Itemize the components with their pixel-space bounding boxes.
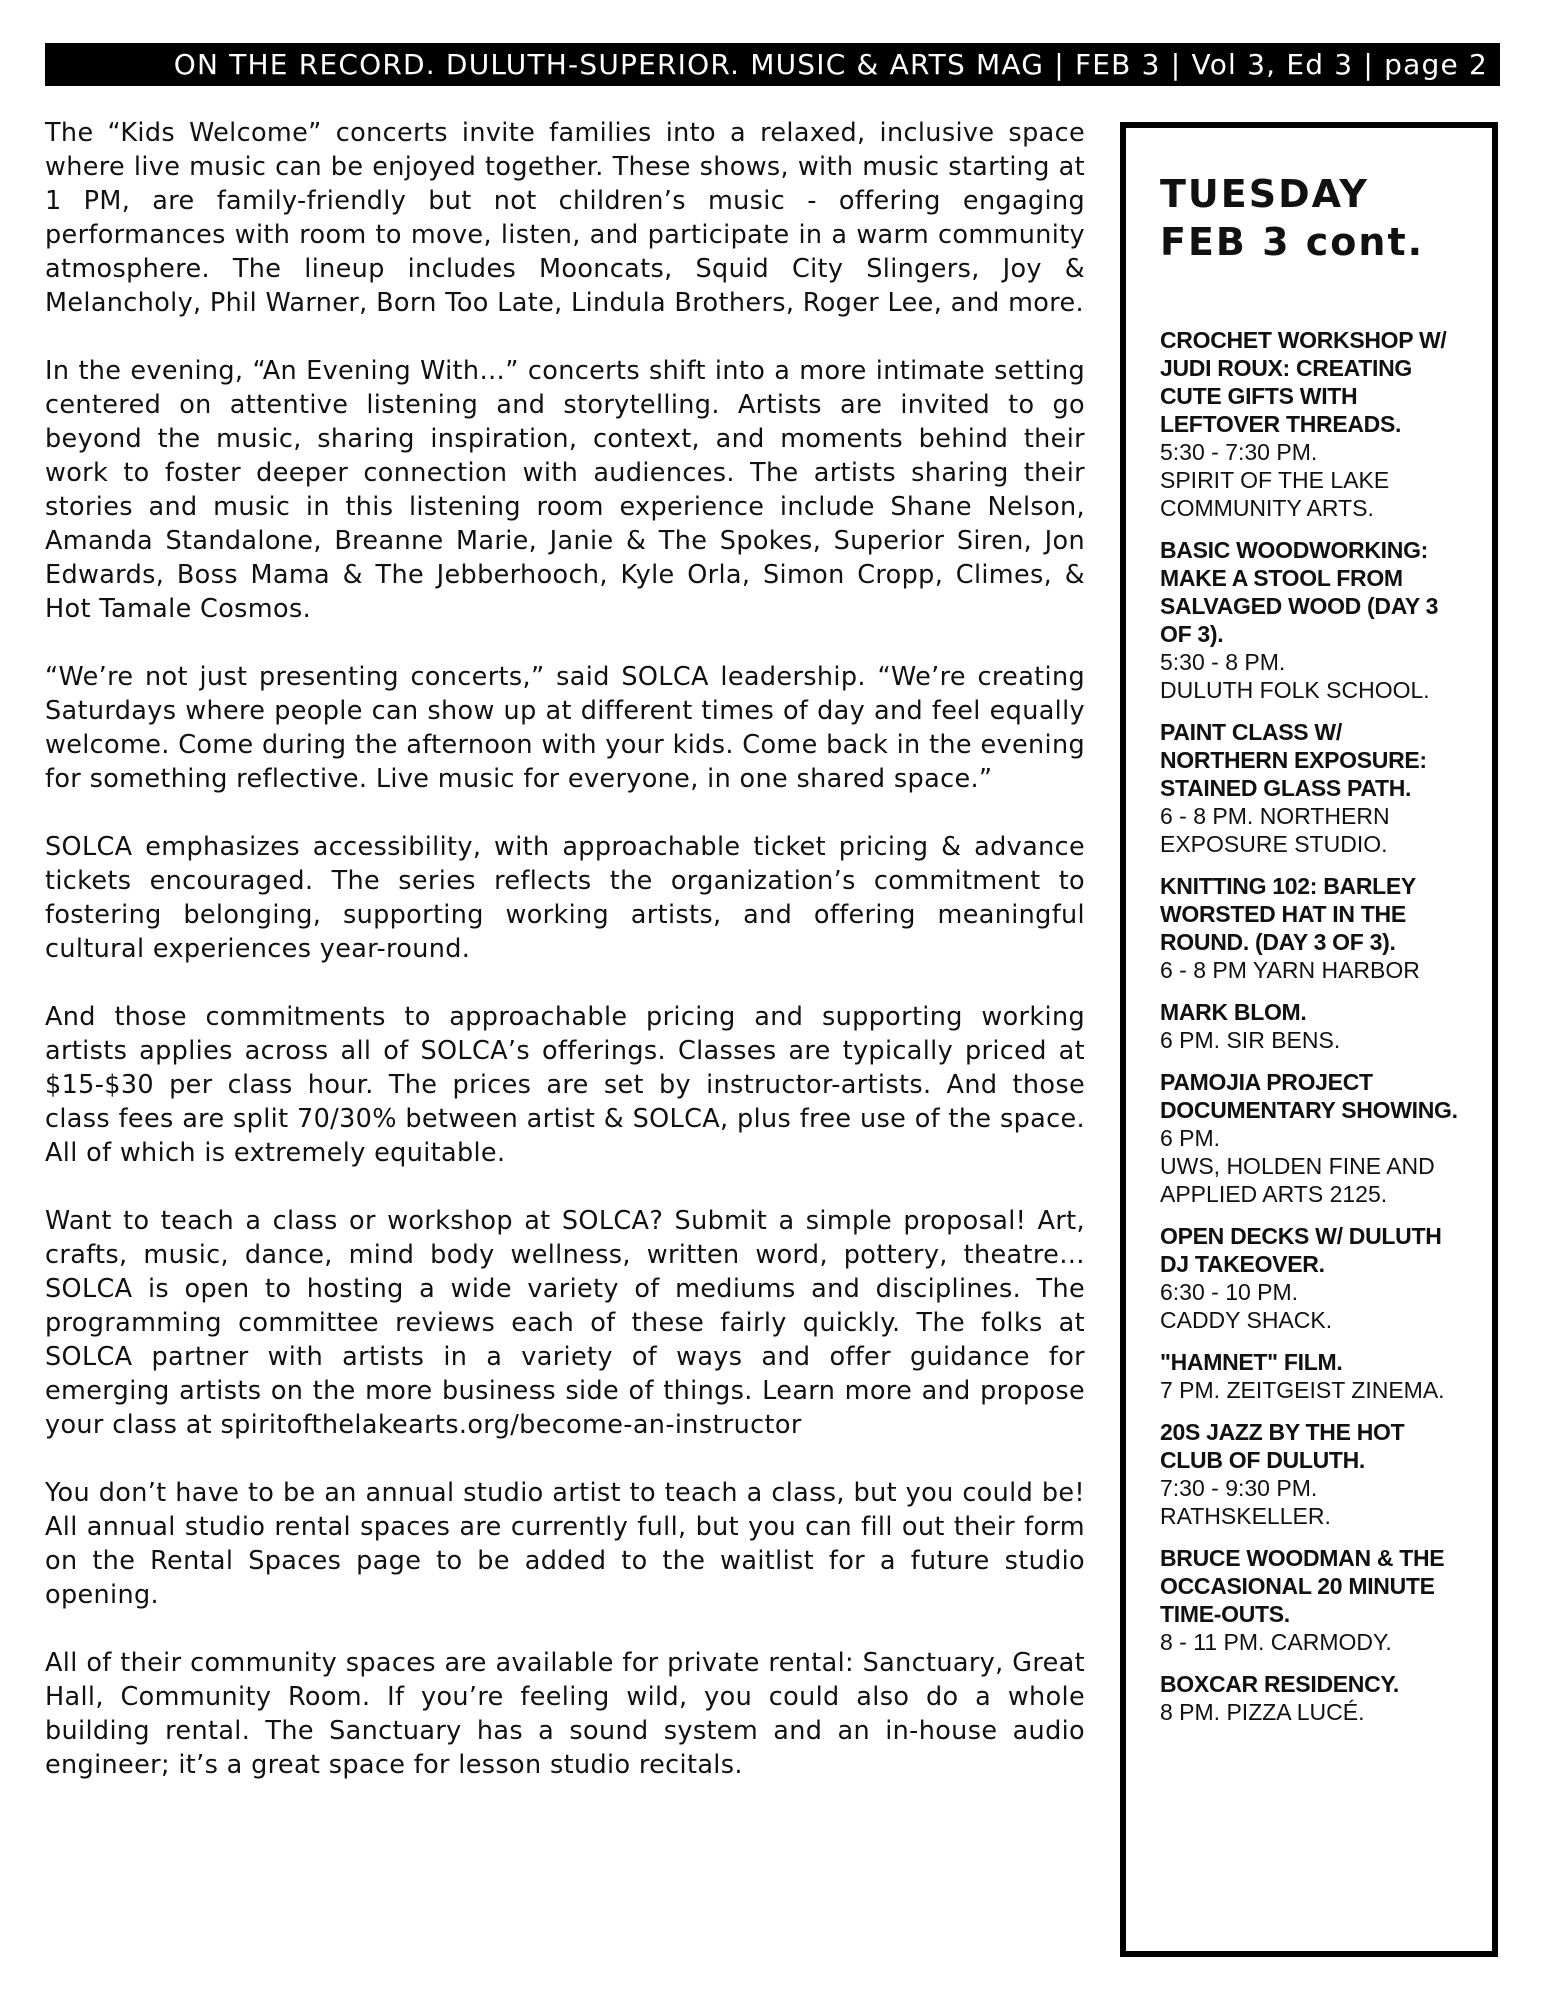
event-title: CROCHET WORKSHOP W/ JUDI ROUX: CREATING CUTE GIFTS WITH LEFTOVER THREADS.	[1160, 327, 1447, 437]
event-time: 5:30 - 7:30 PM.	[1160, 439, 1318, 465]
event-listing	[1160, 718, 1470, 858]
event-title-line	[1160, 1068, 1470, 1152]
event-title: "HAMNET" FILM.	[1160, 1349, 1343, 1375]
event-time-venue: 6 - 8 PM. NORTHERN EXPOSURE STUDIO.	[1160, 803, 1390, 857]
event-listing	[1160, 1670, 1470, 1726]
event-title: MARK BLOM.	[1160, 999, 1307, 1025]
event-time: 5:30 - 8 PM.	[1160, 649, 1286, 675]
article-paragraph: Want to teach a class or workshop at SOLCA? Submit a simple proposal! Art, crafts, music, dance, mind body wellness, written word, pottery, theatre… SOLCA is open to hosting a wide variety of mediums and disciplines. The programming committee reviews each of these fairly quickly. The folks at SOLCA partner with artists in a variety of ways and offer guidance for emerging artists on the more business side of things. Learn more and propose your class at spiritofthelakearts.org/become-an-instructor	[45, 1206, 1085, 1440]
sidebar-heading-date: FEB 3 cont.	[1160, 220, 1425, 264]
event-title: OPEN DECKS W/ DULUTH DJ TAKEOVER.	[1160, 1223, 1442, 1277]
event-title: BOXCAR RESIDENCY.	[1160, 1671, 1399, 1697]
event-time-venue: 8 - 11 PM. CARMODY.	[1160, 1629, 1392, 1655]
article-paragraph: “We’re not just presenting concerts,” said SOLCA leadership. “We’re creating Saturdays where people can show up at different times of day and feel equally welcome. Come during the afternoon with your kids. Come back in the evening for something reflective. Live music for everyone, in one shared space.”	[45, 662, 1085, 794]
event-title: PAMOJIA PROJECT DOCUMENTARY SHOWING.	[1160, 1069, 1458, 1123]
event-time-venue: 6 PM. SIR BENS.	[1160, 1027, 1341, 1053]
article-paragraph: SOLCA emphasizes accessibility, with approachable ticket pricing & advance tickets encouraged. The series reflects the organization’s commitment to fostering belonging, supporting working artists, and offering meaningful cultural experiences year-round.	[45, 832, 1085, 964]
article-body	[45, 116, 1085, 1816]
event-listing	[1160, 1068, 1470, 1208]
event-venue: SPIRIT OF THE LAKE COMMUNITY ARTS.	[1160, 467, 1390, 521]
article-paragraph: You don’t have to be an annual studio artist to teach a class, but you could be! All annual studio rental spaces are currently full, but you can fill out their form on the Rental Spaces page to be added to the waitlist for a future studio opening.	[45, 1478, 1085, 1610]
article-paragraph: The “Kids Welcome” concerts invite families into a relaxed, inclusive space where live music can be enjoyed together. These shows, with music starting at 1 PM, are family-friendly but not children’s music - offering engaging performances with room to move, listen, and participate in a warm community atmosphere. The lineup includes Mooncats, Squid City Slingers, Joy & Melancholy, Phil Warner, Born Too Late, Lindula Brothers, Roger Lee, and more.	[45, 118, 1085, 318]
article-paragraph: All of their community spaces are available for private rental: Sanctuary, Great Hall, Community Room. If you’re feeling wild, you could also do a whole building rental. The Sanctuary has a sound system and an in-house audio engineer; it’s a great space for lesson studio recitals.	[45, 1648, 1085, 1780]
event-listing	[1160, 326, 1470, 522]
event-venue: DULUTH FOLK SCHOOL.	[1160, 677, 1430, 703]
event-title: 20S JAZZ BY THE HOT CLUB OF DULUTH.	[1160, 1419, 1405, 1473]
event-listing	[1160, 998, 1470, 1054]
event-time: 7:30 - 9:30 PM.	[1160, 1475, 1318, 1501]
article-paragraph: In the evening, “An Evening With…” concerts shift into a more intimate setting centered on attentive listening and storytelling. Artists are invited to go beyond the music, sharing inspiration, context, and moments behind their work to foster deeper connection with audiences. The artists sharing their stories and music in this listening room experience include Shane Nelson, Amanda Standalone, Breanne Marie, Janie & The Spokes, Superior Siren, Jon Edwards, Boss Mama & The Jebberhooch, Kyle Orla, Simon Cropp, Climes, & Hot Tamale Cosmos.	[45, 356, 1085, 624]
event-listing	[1160, 1348, 1470, 1404]
page-header: ON THE RECORD. DULUTH-SUPERIOR. MUSIC & ARTS MAG | FEB 3 | Vol 3, Ed 3 | page 2	[45, 43, 1500, 86]
event-time-venue: 6 - 8 PM YARN HARBOR	[1160, 957, 1420, 983]
event-title: BRUCE WOODMAN & THE OCCASIONAL 20 MINUTE TIME-OUTS.	[1160, 1545, 1445, 1627]
sidebar-heading-day: TUESDAY	[1160, 172, 1369, 216]
event-time-venue: 7 PM. ZEITGEIST ZINEMA.	[1160, 1377, 1445, 1403]
sidebar-heading	[1160, 170, 1470, 266]
event-time: 6 PM.	[1160, 1125, 1221, 1151]
event-time-venue: 8 PM. PIZZA LUCÉ.	[1160, 1699, 1365, 1725]
event-listing	[1160, 872, 1470, 984]
event-venue: RATHSKELLER.	[1160, 1503, 1331, 1529]
event-venue: CADDY SHACK.	[1160, 1307, 1333, 1333]
event-listings-sidebar	[1120, 122, 1498, 1957]
event-venue: UWS, HOLDEN FINE AND APPLIED ARTS 2125.	[1160, 1153, 1435, 1207]
event-listing	[1160, 1418, 1470, 1530]
event-listing	[1160, 1222, 1470, 1334]
article-paragraph: And those commitments to approachable pricing and supporting working artists applies across all of SOLCA’s offerings. Classes are typically priced at $15-$30 per class hour. The prices are set by instructor-artists. And those class fees are split 70/30% between artist & SOLCA, plus free use of the space. All of which is extremely equitable.	[45, 1002, 1085, 1168]
event-title: KNITTING 102: BARLEY WORSTED HAT IN THE ROUND. (DAY 3 OF 3).	[1160, 873, 1416, 955]
event-listing	[1160, 536, 1470, 704]
event-title: BASIC WOODWORKING: MAKE A STOOL FROM SALVAGED WOOD (DAY 3 OF 3).	[1160, 537, 1439, 647]
event-time: 6:30 - 10 PM.	[1160, 1279, 1299, 1305]
event-title: PAINT CLASS W/ NORTHERN EXPOSURE: STAINED GLASS PATH.	[1160, 719, 1427, 801]
event-listing	[1160, 1544, 1470, 1656]
